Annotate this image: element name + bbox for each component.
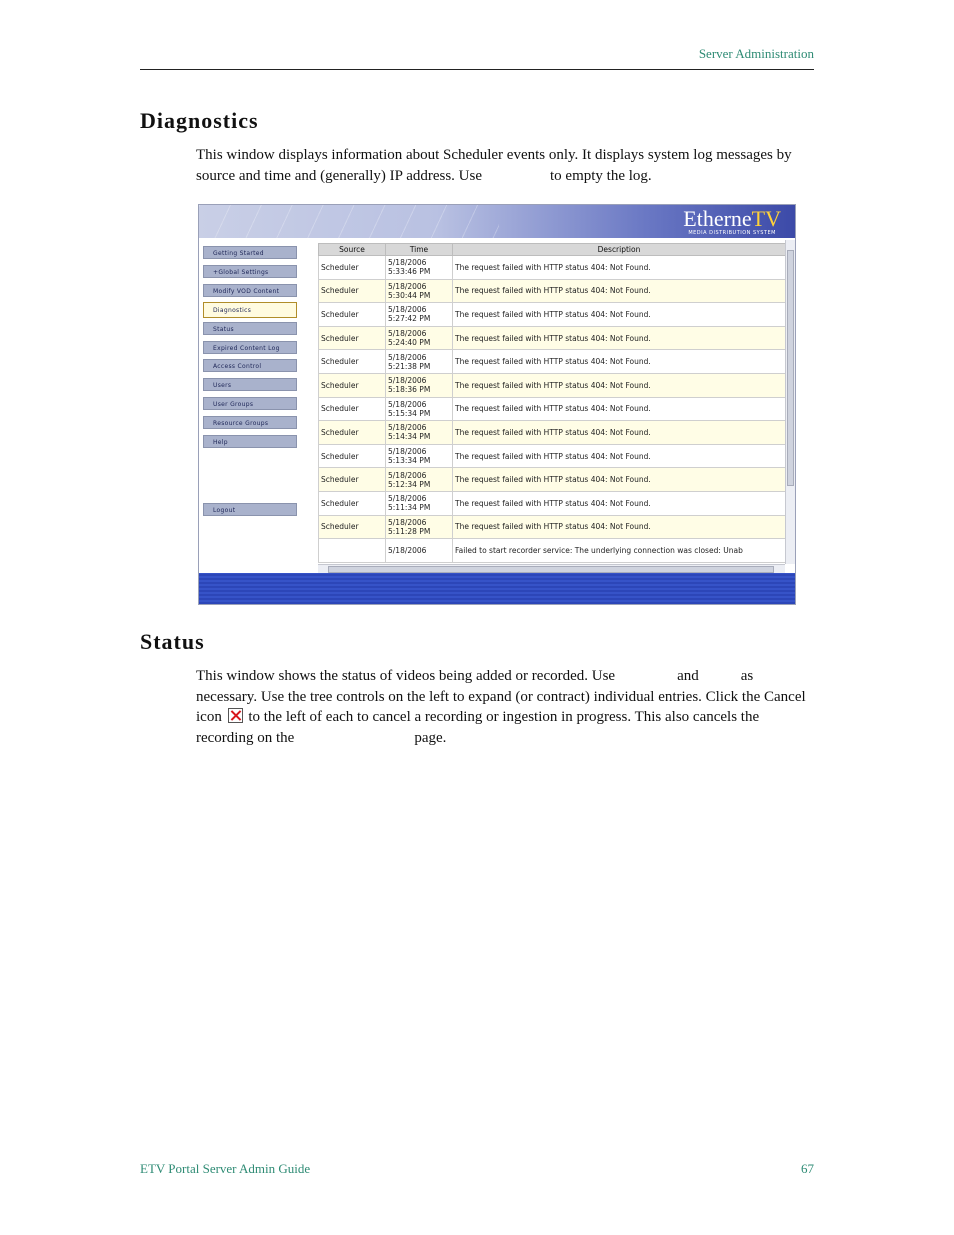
time-clock: 5:24:40 PM (388, 338, 431, 348)
time-date: 5/18/2006 (388, 329, 427, 339)
cancel-icon (228, 708, 243, 723)
description-cell: The request failed with HTTP status 404: Not Found. (453, 468, 786, 492)
diagnostics-text-2: to empty the log. (550, 167, 652, 184)
time-cell (386, 303, 453, 327)
table-row[interactable] (319, 303, 786, 327)
diagnostics-paragraph (196, 145, 810, 186)
description-cell: The request failed with HTTP status 404: Not Found. (453, 303, 786, 327)
time-cell (386, 350, 453, 374)
description-cell: The request failed with HTTP status 404: Not Found. (453, 279, 786, 303)
source-cell: Scheduler (319, 421, 386, 445)
nav-item[interactable]: Modify VOD Content (203, 284, 297, 297)
time-clock: 5:18:36 PM (388, 385, 431, 395)
source-cell: Scheduler (319, 326, 386, 350)
time-date: 5/18/2006 (388, 258, 427, 268)
description-cell: The request failed with HTTP status 404: Not Found. (453, 421, 786, 445)
time-cell (386, 491, 453, 515)
time-clock: 5:13:34 PM (388, 456, 431, 466)
time-cell (386, 539, 453, 563)
status-text-5: page. (414, 729, 447, 746)
status-heading: Status (140, 629, 205, 654)
time-cell (386, 468, 453, 492)
logout-button[interactable]: Logout (203, 503, 297, 516)
time-date: 5/18/2006 (388, 399, 427, 409)
app-footer-bar (199, 573, 795, 604)
status-text-1: This window shows the status of videos being added or recorded. Use (196, 668, 616, 684)
nav-item[interactable]: Access Control (203, 359, 297, 372)
description-cell: The request failed with HTTP status 404: Not Found. (453, 515, 786, 539)
table-row[interactable] (319, 279, 786, 303)
time-date: 5/18/2006 (388, 423, 427, 433)
time-clock: 5:30:44 PM (388, 290, 431, 300)
status-text-2: and (677, 668, 699, 684)
time-cell (386, 373, 453, 397)
time-date: 5/18/2006 (388, 517, 427, 527)
time-date: 5/18/2006 (388, 447, 427, 457)
column-header-time[interactable]: Time (386, 244, 453, 256)
log-table-wrapper (318, 243, 785, 566)
diagnostics-heading: Diagnostics (140, 108, 259, 133)
description-cell: The request failed with HTTP status 404: Not Found. (453, 397, 786, 421)
logo-tv-text: TV (751, 206, 781, 231)
time-cell (386, 397, 453, 421)
source-cell (319, 539, 386, 563)
source-cell: Scheduler (319, 491, 386, 515)
nav-item[interactable]: Resource Groups (203, 416, 297, 429)
table-row[interactable] (319, 491, 786, 515)
running-head: Server Administration (698, 46, 814, 61)
description-cell: Failed to start recorder service: The underlying connection was closed: Unab (453, 539, 786, 563)
table-row[interactable] (319, 326, 786, 350)
table-row[interactable] (319, 468, 786, 492)
nav-item[interactable]: Users (203, 378, 297, 391)
etherne-tv-logo (683, 208, 781, 236)
time-date: 5/18/2006 (388, 470, 427, 480)
logo-text: Etherne (683, 206, 752, 231)
table-row[interactable] (319, 421, 786, 445)
time-clock: 5:21:38 PM (388, 361, 431, 371)
source-cell: Scheduler (319, 256, 386, 280)
log-table (318, 243, 785, 563)
time-cell (386, 326, 453, 350)
table-row[interactable] (319, 444, 786, 468)
banner-pattern (199, 205, 499, 238)
description-cell: The request failed with HTTP status 404: Not Found. (453, 326, 786, 350)
vertical-scroll-thumb[interactable] (787, 250, 794, 486)
vertical-scrollbar[interactable] (785, 240, 795, 564)
description-cell: The request failed with HTTP status 404: Not Found. (453, 350, 786, 374)
page-number: 67 (801, 1161, 814, 1176)
diagnostics-screenshot (198, 204, 796, 605)
footer-title: ETV Portal Server Admin Guide (140, 1161, 311, 1176)
table-row[interactable] (319, 515, 786, 539)
column-header-description[interactable]: Description (453, 244, 786, 256)
time-date: 5/18/2006 (388, 281, 427, 291)
time-cell (386, 279, 453, 303)
time-clock: 5:11:34 PM (388, 503, 431, 513)
time-clock: 5:27:42 PM (388, 314, 431, 324)
time-cell (386, 444, 453, 468)
nav-item[interactable]: Getting Started (203, 246, 297, 259)
time-clock: 5:12:34 PM (388, 479, 431, 489)
nav-item[interactable]: Status (203, 322, 297, 335)
time-date: 5/18/2006 (388, 545, 427, 555)
nav-item[interactable]: Help (203, 435, 297, 448)
source-cell: Scheduler (319, 279, 386, 303)
source-cell: Scheduler (319, 397, 386, 421)
time-cell (386, 421, 453, 445)
status-paragraph (196, 666, 810, 748)
time-cell (386, 256, 453, 280)
source-cell: Scheduler (319, 444, 386, 468)
header-rule (140, 69, 814, 70)
description-cell: The request failed with HTTP status 404: Not Found. (453, 491, 786, 515)
nav-item[interactable]: Expired Content Log (203, 341, 297, 354)
logo-subtitle: MEDIA DISTRIBUTION SYSTEM (688, 230, 776, 236)
table-row[interactable] (319, 256, 786, 280)
description-cell: The request failed with HTTP status 404: Not Found. (453, 444, 786, 468)
column-header-source[interactable]: Source (319, 244, 386, 256)
time-date: 5/18/2006 (388, 352, 427, 362)
table-row[interactable] (319, 539, 786, 563)
status-text-3: as necessary. Use the tree controls on the left to expand (or contract) individual entries. Click the Cancel icon (196, 668, 806, 725)
time-clock: 5:33:46 PM (388, 267, 431, 277)
time-clock: 5:14:34 PM (388, 432, 431, 442)
source-cell: Scheduler (319, 303, 386, 327)
time-date: 5/18/2006 (388, 305, 427, 315)
nav-item[interactable]: +Global Settings (203, 265, 297, 278)
source-cell: Scheduler (319, 515, 386, 539)
source-cell: Scheduler (319, 350, 386, 374)
time-date: 5/18/2006 (388, 376, 427, 386)
nav-item[interactable]: Diagnostics (203, 302, 297, 318)
horizontal-scroll-thumb[interactable] (328, 566, 774, 573)
time-date: 5/18/2006 (388, 494, 427, 504)
diagnostics-text-1: This window displays information about Scheduler events only. It displays system log messages by source and time and (generally) IP address. Use (196, 147, 792, 184)
source-cell: Scheduler (319, 468, 386, 492)
time-clock: 5:15:34 PM (388, 408, 431, 418)
table-row[interactable] (319, 397, 786, 421)
nav-item[interactable]: User Groups (203, 397, 297, 410)
description-cell: The request failed with HTTP status 404: Not Found. (453, 373, 786, 397)
app-banner (199, 205, 795, 238)
time-cell (386, 515, 453, 539)
time-clock: 5:11:28 PM (388, 526, 431, 536)
table-row[interactable] (319, 373, 786, 397)
log-table-header (319, 244, 786, 256)
status-text-4: to the left of each to cancel a recording or ingestion in progress. This also cancels the recording on the (196, 709, 760, 746)
source-cell: Scheduler (319, 373, 386, 397)
description-cell: The request failed with HTTP status 404: Not Found. (453, 256, 786, 280)
table-row[interactable] (319, 350, 786, 374)
